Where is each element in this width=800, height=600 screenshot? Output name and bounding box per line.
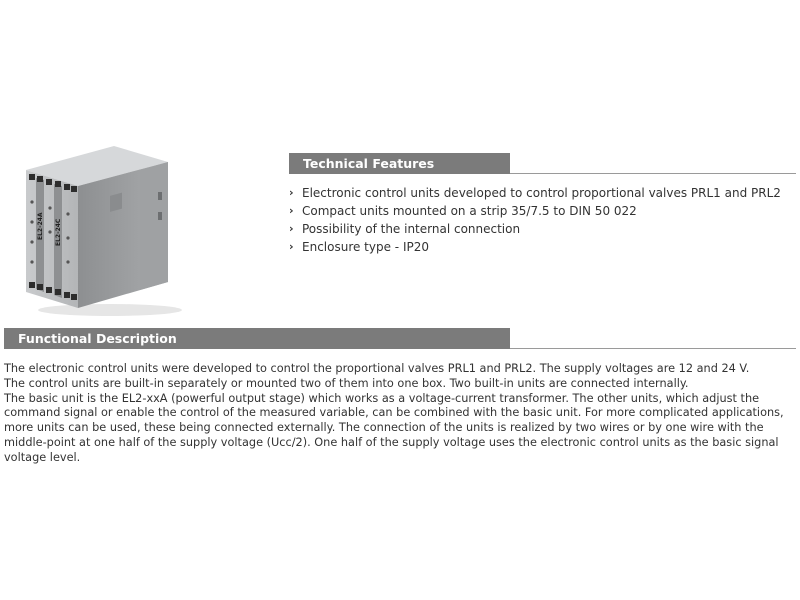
description-paragraph: The control units are built-in separately or mounted two of them into one box. Two built-in units are connected internally. [4, 376, 689, 390]
description-paragraph: The electronic control units were developed to control the proportional valves PRL1 and PRL2. The supply voltages are 12 and 24 V. [4, 362, 750, 375]
technical-features-list [289, 184, 781, 256]
model-label-back: EL2-24C [55, 218, 62, 246]
feature-text: Possibility of the internal connection [302, 222, 521, 236]
product-image [20, 142, 184, 318]
chevron-right-icon: › [289, 240, 294, 253]
chevron-right-icon: › [289, 186, 294, 199]
chevron-right-icon: › [289, 204, 294, 217]
model-label-front: EL2-24A [37, 212, 44, 240]
chevron-right-icon: › [289, 222, 294, 235]
feature-text: Electronic control units developed to control proportional valves PRL1 and PRL2 [302, 186, 781, 200]
functional-description-heading: Functional Description [4, 328, 510, 349]
feature-item [289, 220, 781, 238]
feature-item [289, 238, 781, 256]
feature-item [289, 202, 781, 220]
technical-features-divider [510, 173, 796, 174]
functional-description-body [4, 362, 794, 466]
functional-description-divider [510, 348, 796, 349]
technical-features-heading: Technical Features [289, 153, 510, 174]
description-paragraph: The basic unit is the EL2-xxA (powerful output stage) which works as a voltage-current transformer. The other units, which adjust the command signal or enable the control of the measured variable, can be combined with the basic unit. For more complicated applications, more units can be used, these being connected externally. The connection of the units is realized by two wires or by one wire with the middle-point at one half of the supply voltage (Ucc/2). One half of the supply voltage uses the electronic control units as the basic signal voltage level. [4, 391, 784, 464]
feature-text: Compact units mounted on a strip 35/7.5 to DIN 50 022 [302, 204, 637, 218]
feature-text: Enclosure type - IP20 [302, 240, 429, 254]
feature-item [289, 184, 781, 202]
